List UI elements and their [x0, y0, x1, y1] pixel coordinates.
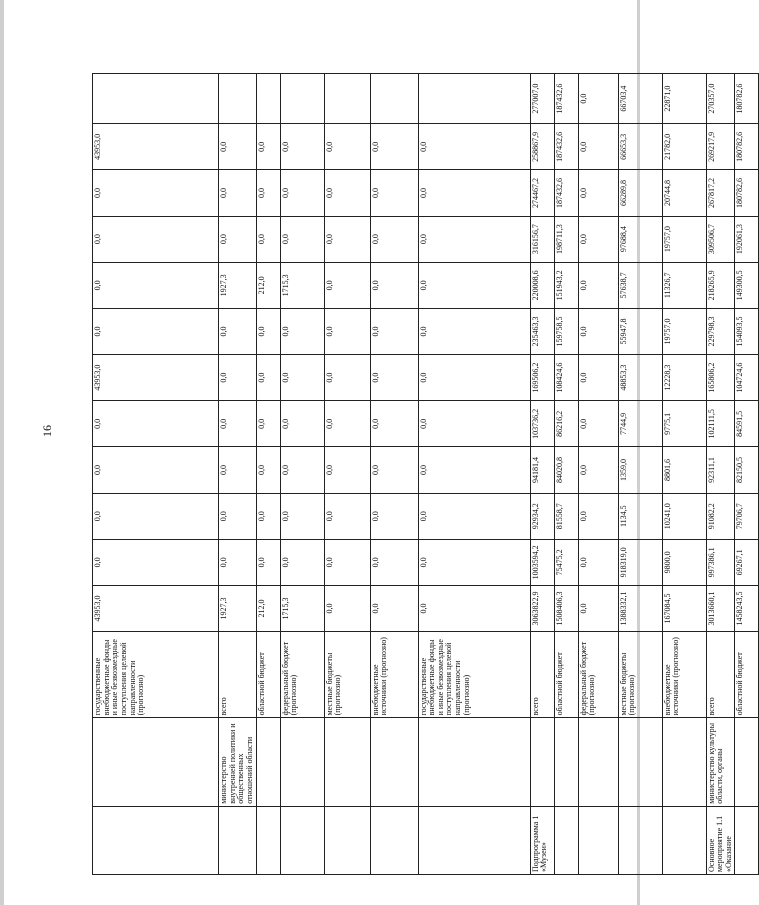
value-cell: 92934,2 — [530, 493, 554, 539]
value-cell: 22871,0 — [662, 74, 706, 124]
value-cell: 0,0 — [280, 539, 324, 585]
source-cell — [256, 632, 280, 718]
program-cell — [324, 806, 370, 874]
executor-cell — [706, 718, 735, 806]
executor-cell — [256, 718, 280, 806]
value-cell: 0,0 — [370, 124, 418, 170]
source-cell — [93, 632, 219, 718]
source-cell — [530, 632, 554, 718]
value-cell: 0,0 — [578, 447, 618, 493]
value-cell: 159758,5 — [554, 308, 578, 354]
executor-cell — [219, 718, 257, 806]
executor-cell — [554, 718, 578, 806]
value-cell: 218265,9 — [706, 262, 735, 308]
executor-cell — [578, 718, 618, 806]
value-cell: 1927,3 — [219, 585, 257, 631]
value-cell: 0,0 — [280, 170, 324, 216]
executor-cell — [530, 718, 554, 806]
value-cell: 0,0 — [324, 355, 370, 401]
value-cell: 19757,0 — [662, 216, 706, 262]
value-cell: 229798,3 — [706, 308, 735, 354]
executor-cell — [324, 718, 370, 806]
value-cell: 0,0 — [578, 493, 618, 539]
value-cell: 0,0 — [93, 539, 219, 585]
value-cell: 0,0 — [280, 216, 324, 262]
value-cell: 0,0 — [418, 262, 530, 308]
program-label: Подпрограмма 1 «Музеи» — [530, 815, 549, 872]
value-cell: 0,0 — [280, 124, 324, 170]
value-cell: 0,0 — [370, 493, 418, 539]
program-cell — [735, 806, 759, 874]
value-cell: 11326,7 — [662, 262, 706, 308]
value-cell: 192061,3 — [735, 216, 759, 262]
source-label: областной бюджет — [554, 652, 564, 716]
value-cell: 1388332,1 — [618, 585, 662, 631]
program-cell — [280, 806, 324, 874]
value-cell: 154093,5 — [735, 308, 759, 354]
program-cell — [706, 806, 735, 874]
value-cell: 0,0 — [324, 170, 370, 216]
value-cell: 0,0 — [418, 539, 530, 585]
value-cell: 212,0 — [256, 262, 280, 308]
value-cell: 0,0 — [418, 447, 530, 493]
value-cell: 1508406,3 — [554, 585, 578, 631]
value-cell: 0,0 — [256, 493, 280, 539]
value-cell: 309506,7 — [706, 216, 735, 262]
value-cell: 0,0 — [324, 585, 370, 631]
executor-cell — [662, 718, 706, 806]
executor-cell — [418, 718, 530, 806]
value-cell: 0,0 — [370, 216, 418, 262]
value-cell: 0,0 — [219, 308, 257, 354]
source-label: государственные внебюджетные фонды и иные безвозмездные поступления целевой направленности (прогнозно) — [418, 639, 471, 716]
table-row — [706, 74, 735, 875]
value-cell — [370, 74, 418, 124]
source-label: областной бюджет — [256, 652, 266, 716]
value-cell: 0,0 — [370, 308, 418, 354]
source-label: местные бюджеты (прогнозно) — [618, 652, 637, 716]
program-cell — [578, 806, 618, 874]
table-row — [530, 74, 554, 875]
value-cell: 0,0 — [370, 585, 418, 631]
source-cell — [370, 632, 418, 718]
source-label: внебюджетные источники (прогнозно) — [370, 637, 389, 716]
value-cell: 258867,9 — [530, 124, 554, 170]
value-cell: 235463,3 — [530, 308, 554, 354]
value-cell: 79706,7 — [735, 493, 759, 539]
source-cell — [280, 632, 324, 718]
value-cell: 0,0 — [578, 585, 618, 631]
value-cell: 9800,0 — [662, 539, 706, 585]
program-cell — [530, 806, 554, 874]
value-cell: 316156,7 — [530, 216, 554, 262]
rotated-table-container — [92, 73, 745, 875]
source-cell — [219, 632, 257, 718]
executor-label: министерство культуры области, органы — [706, 722, 725, 804]
value-cell: 0,0 — [93, 262, 219, 308]
table-row — [256, 74, 280, 875]
value-cell: 0,0 — [418, 170, 530, 216]
program-cell — [618, 806, 662, 874]
value-cell: 1134,5 — [618, 493, 662, 539]
value-cell: 198711,3 — [554, 216, 578, 262]
value-cell: 0,0 — [578, 539, 618, 585]
source-cell — [578, 632, 618, 718]
value-cell: 108424,6 — [554, 355, 578, 401]
value-cell: 97688,4 — [618, 216, 662, 262]
value-cell: 0,0 — [219, 539, 257, 585]
scan-edge-left — [0, 0, 4, 905]
value-cell: 48853,3 — [618, 355, 662, 401]
value-cell: 0,0 — [324, 401, 370, 447]
value-cell: 0,0 — [219, 216, 257, 262]
value-cell: 12228,3 — [662, 355, 706, 401]
source-cell — [706, 632, 735, 718]
value-cell: 0,0 — [219, 401, 257, 447]
value-cell: 104724,6 — [735, 355, 759, 401]
table-row — [219, 74, 257, 875]
value-cell: 0,0 — [219, 355, 257, 401]
source-label: областной бюджет — [735, 652, 745, 716]
source-label: государственные внебюджетные фонды и иные безвозмездные поступления целевой направленности (прогнозно) — [93, 639, 146, 716]
table-row — [93, 74, 219, 875]
value-cell: 0,0 — [256, 170, 280, 216]
value-cell: 0,0 — [578, 355, 618, 401]
value-cell: 94181,4 — [530, 447, 554, 493]
value-cell: 0,0 — [324, 124, 370, 170]
value-cell: 69267,1 — [735, 539, 759, 585]
value-cell: 103736,2 — [530, 401, 554, 447]
value-cell: 0,0 — [256, 401, 280, 447]
value-cell: 0,0 — [578, 124, 618, 170]
value-cell: 66653,3 — [618, 124, 662, 170]
table-row — [418, 74, 530, 875]
value-cell: 0,0 — [324, 447, 370, 493]
value-cell: 20744,8 — [662, 170, 706, 216]
value-cell: 21782,0 — [662, 124, 706, 170]
value-cell: 0,0 — [280, 447, 324, 493]
value-cell: 0,0 — [418, 401, 530, 447]
value-cell: 1927,3 — [219, 262, 257, 308]
table-row — [735, 74, 759, 875]
value-cell: 918319,0 — [618, 539, 662, 585]
value-cell: 1359,0 — [618, 447, 662, 493]
value-cell: 277007,0 — [530, 74, 554, 124]
value-cell: 0,0 — [280, 493, 324, 539]
value-cell: 82150,5 — [735, 447, 759, 493]
source-cell — [418, 632, 530, 718]
value-cell: 0,0 — [256, 124, 280, 170]
value-cell: 0,0 — [256, 447, 280, 493]
table-row — [618, 74, 662, 875]
value-cell: 0,0 — [93, 308, 219, 354]
value-cell: 0,0 — [418, 493, 530, 539]
executor-cell — [618, 718, 662, 806]
value-cell: 0,0 — [280, 355, 324, 401]
program-cell — [662, 806, 706, 874]
table-body — [93, 74, 759, 875]
value-cell: 0,0 — [418, 355, 530, 401]
value-cell: 55947,8 — [618, 308, 662, 354]
value-cell: 43953,0 — [93, 124, 219, 170]
table-row — [280, 74, 324, 875]
program-cell — [256, 806, 280, 874]
value-cell: 169506,2 — [530, 355, 554, 401]
executor-cell — [280, 718, 324, 806]
program-cell — [554, 806, 578, 874]
value-cell: 0,0 — [280, 401, 324, 447]
program-cell — [370, 806, 418, 874]
source-label: внебюджетные источники (прогнозно) — [662, 637, 681, 716]
value-cell — [219, 74, 257, 124]
value-cell: 0,0 — [93, 170, 219, 216]
value-cell: 9775,1 — [662, 401, 706, 447]
value-cell: 8801,6 — [662, 447, 706, 493]
executor-cell — [370, 718, 418, 806]
source-label: всего — [706, 697, 716, 716]
source-label: местные бюджеты (прогнозно) — [324, 652, 343, 716]
value-cell: 10241,0 — [662, 493, 706, 539]
value-cell: 0,0 — [370, 355, 418, 401]
value-cell: 0,0 — [219, 493, 257, 539]
value-cell: 0,0 — [256, 539, 280, 585]
budget-table — [92, 73, 759, 875]
table-row — [370, 74, 418, 875]
value-cell: 0,0 — [219, 124, 257, 170]
value-cell: 187432,6 — [554, 170, 578, 216]
value-cell: 0,0 — [219, 447, 257, 493]
value-cell: 0,0 — [578, 401, 618, 447]
program-cell — [418, 806, 530, 874]
value-cell: 149300,5 — [735, 262, 759, 308]
value-cell: 84591,5 — [735, 401, 759, 447]
value-cell: 0,0 — [324, 539, 370, 585]
value-cell: 1003594,2 — [530, 539, 554, 585]
value-cell: 267817,2 — [706, 170, 735, 216]
value-cell: 0,0 — [93, 401, 219, 447]
value-cell: 151943,2 — [554, 262, 578, 308]
value-cell — [280, 74, 324, 124]
value-cell: 0,0 — [324, 493, 370, 539]
value-cell: 7744,9 — [618, 401, 662, 447]
value-cell: 0,0 — [370, 262, 418, 308]
value-cell: 997386,1 — [706, 539, 735, 585]
value-cell: 0,0 — [370, 539, 418, 585]
value-cell: 84020,8 — [554, 447, 578, 493]
value-cell: 0,0 — [256, 308, 280, 354]
value-cell: 270357,0 — [706, 74, 735, 124]
value-cell: 0,0 — [93, 493, 219, 539]
value-cell: 0,0 — [93, 447, 219, 493]
value-cell: 180782,6 — [735, 124, 759, 170]
executor-cell — [735, 718, 759, 806]
source-cell — [324, 632, 370, 718]
value-cell: 75475,2 — [554, 539, 578, 585]
value-cell: 19757,0 — [662, 308, 706, 354]
executor-cell — [93, 718, 219, 806]
value-cell: 0,0 — [324, 308, 370, 354]
source-label: федеральный бюджет (прогнозно) — [280, 641, 299, 716]
value-cell: 0,0 — [578, 74, 618, 124]
program-label: Основное мероприятие 1.1 «Оказание — [706, 815, 733, 872]
table-row — [554, 74, 578, 875]
value-cell: 86216,2 — [554, 401, 578, 447]
value-cell: 0,0 — [418, 308, 530, 354]
value-cell: 0,0 — [578, 170, 618, 216]
value-cell: 0,0 — [370, 170, 418, 216]
value-cell: 0,0 — [578, 216, 618, 262]
value-cell: 0,0 — [418, 124, 530, 170]
value-cell: 0,0 — [280, 308, 324, 354]
value-cell: 220008,6 — [530, 262, 554, 308]
value-cell: 0,0 — [578, 262, 618, 308]
value-cell: 274467,2 — [530, 170, 554, 216]
value-cell: 0,0 — [324, 216, 370, 262]
value-cell: 91082,2 — [706, 493, 735, 539]
value-cell: 269217,9 — [706, 124, 735, 170]
value-cell: 3063822,9 — [530, 585, 554, 631]
page-number: 16 — [40, 425, 54, 437]
value-cell: 180782,6 — [735, 74, 759, 124]
value-cell: 102111,5 — [706, 401, 735, 447]
program-cell — [93, 806, 219, 874]
value-cell: 187432,6 — [554, 124, 578, 170]
source-cell — [662, 632, 706, 718]
value-cell — [256, 74, 280, 124]
value-cell: 167084,5 — [662, 585, 706, 631]
value-cell — [324, 74, 370, 124]
value-cell: 212,0 — [256, 585, 280, 631]
value-cell — [93, 74, 219, 124]
value-cell — [418, 74, 530, 124]
value-cell: 0,0 — [370, 401, 418, 447]
value-cell: 0,0 — [418, 585, 530, 631]
value-cell: 43953,0 — [93, 355, 219, 401]
value-cell: 0,0 — [324, 262, 370, 308]
value-cell: 180782,6 — [735, 170, 759, 216]
table-row — [662, 74, 706, 875]
value-cell: 1458243,5 — [735, 585, 759, 631]
value-cell: 0,0 — [256, 355, 280, 401]
value-cell: 0,0 — [219, 170, 257, 216]
value-cell: 1715,3 — [280, 262, 324, 308]
value-cell: 0,0 — [256, 216, 280, 262]
table-row — [578, 74, 618, 875]
source-label: всего — [219, 697, 228, 716]
value-cell: 43953,0 — [93, 585, 219, 631]
value-cell: 0,0 — [578, 308, 618, 354]
value-cell: 66289,8 — [618, 170, 662, 216]
value-cell: 1715,3 — [280, 585, 324, 631]
value-cell: 66703,4 — [618, 74, 662, 124]
value-cell: 81558,7 — [554, 493, 578, 539]
source-label: федеральный бюджет (прогнозно) — [578, 641, 597, 716]
program-cell — [219, 806, 257, 874]
value-cell: 92311,1 — [706, 447, 735, 493]
value-cell: 187432,6 — [554, 74, 578, 124]
source-cell — [618, 632, 662, 718]
value-cell: 3013660,1 — [706, 585, 735, 631]
value-cell: 57638,7 — [618, 262, 662, 308]
value-cell: 0,0 — [370, 447, 418, 493]
value-cell: 165806,2 — [706, 355, 735, 401]
source-label: всего — [530, 697, 540, 716]
value-cell: 0,0 — [93, 216, 219, 262]
source-cell — [735, 632, 759, 718]
executor-label: министерство внутренней политики и общественных отношений области — [219, 723, 254, 804]
value-cell: 0,0 — [418, 216, 530, 262]
source-cell — [554, 632, 578, 718]
table-row — [324, 74, 370, 875]
